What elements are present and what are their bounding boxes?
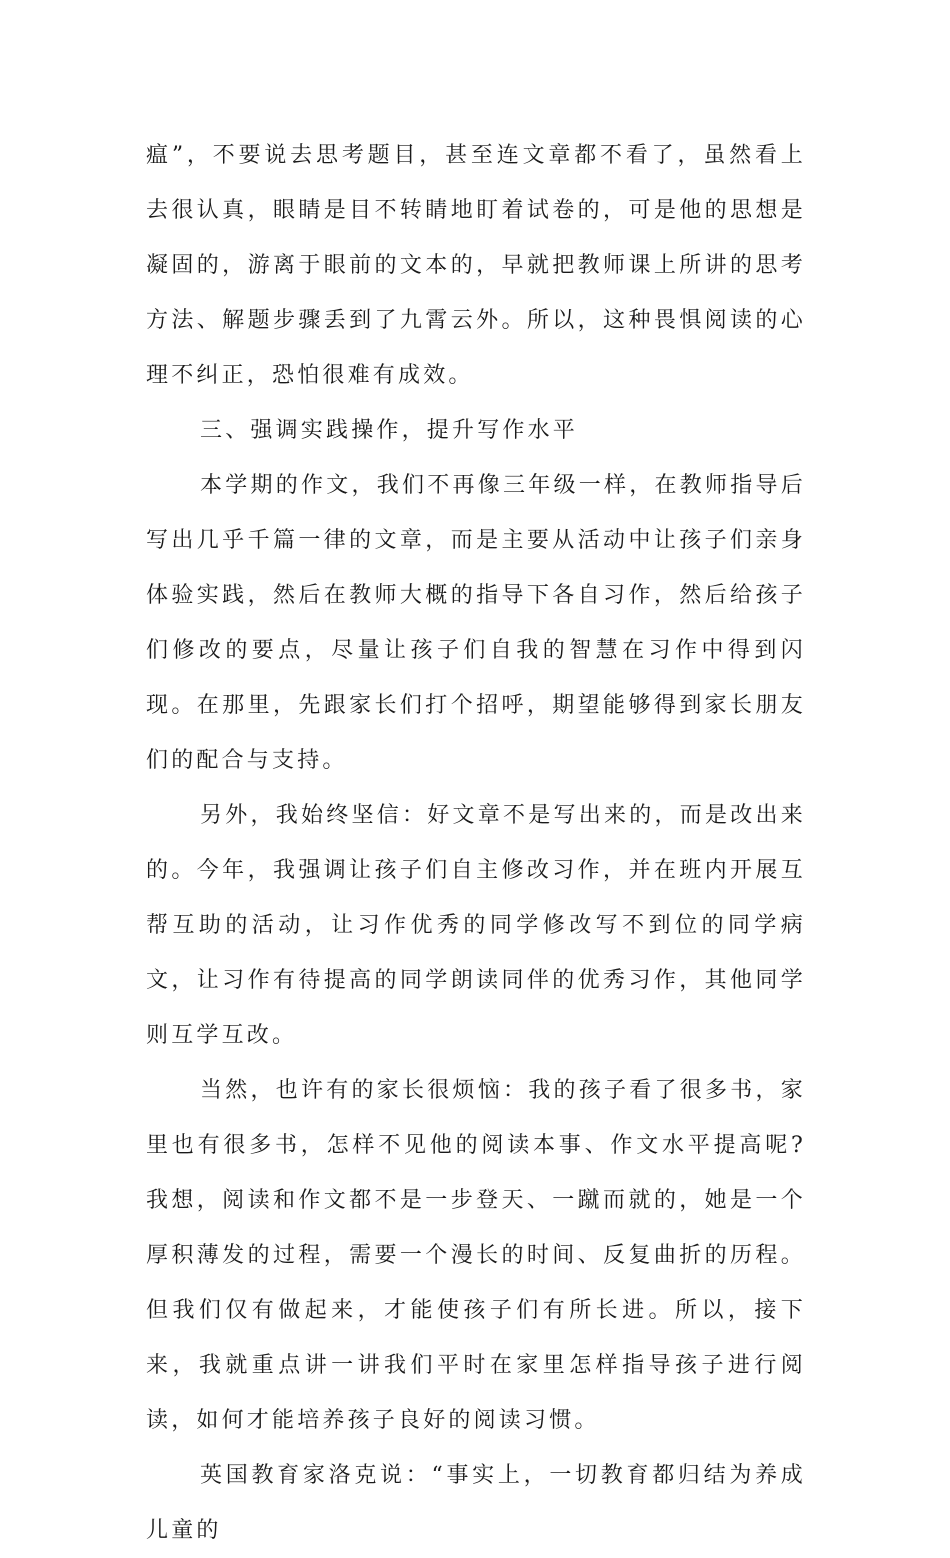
paragraph-locke-quote: 英国教育家洛克说：“事实上，一切教育都归结为养成儿童的 xyxy=(146,1463,806,1543)
paragraph-parent-concern: 当然，也许有的家长很烦恼：我的孩子看了很多书，家里也有很多书，怎样不见他的阅读本事、作文水平提高呢?我想，阅读和作文都不是一步登天、一蹴而就的，她是一个厚积薄发的过程，需要一个漫长的时间、反复曲折的历程。但我们仅有做起来，才能使孩子们有所长进。所以，接下来，我就重点讲一讲我们平时在家里怎样指导孩子进行阅读，如何才能培养孩子良好的阅读习惯。 xyxy=(146,1078,806,1433)
paragraph-continuation: 瘟”，不要说去思考题目，甚至连文章都不看了，虽然看上去很认真，眼睛是目不转睛地盯着试卷的，可是他的思想是凝固的，游离于眼前的文本的，早就把教师课上所讲的思考方法、解题步骤丢到了九霄云外。所以，这种畏惧阅读的心理不纠正，恐怕很难有成效。 xyxy=(146,143,806,388)
paragraph-revision: 另外，我始终坚信：好文章不是写出来的，而是改出来的。今年，我强调让孩子们自主修改习作，并在班内开展互帮互助的活动，让习作优秀的同学修改写不到位的同学病文，让习作有待提高的同学朗读同伴的优秀习作，其他同学则互学互改。 xyxy=(146,803,806,1048)
section-heading: 三、强调实践操作，提升写作水平 xyxy=(200,418,579,443)
paragraph-writing-method: 本学期的作文，我们不再像三年级一样，在教师指导后写出几乎千篇一律的文章，而是主要从活动中让孩子们亲身体验实践，然后在教师大概的指导下各自习作，然后给孩子们修改的要点，尽量让孩子们自我的智慧在习作中得到闪现。在那里，先跟家长们打个招呼，期望能够得到家长朋友们的配合与支持。 xyxy=(146,473,806,773)
